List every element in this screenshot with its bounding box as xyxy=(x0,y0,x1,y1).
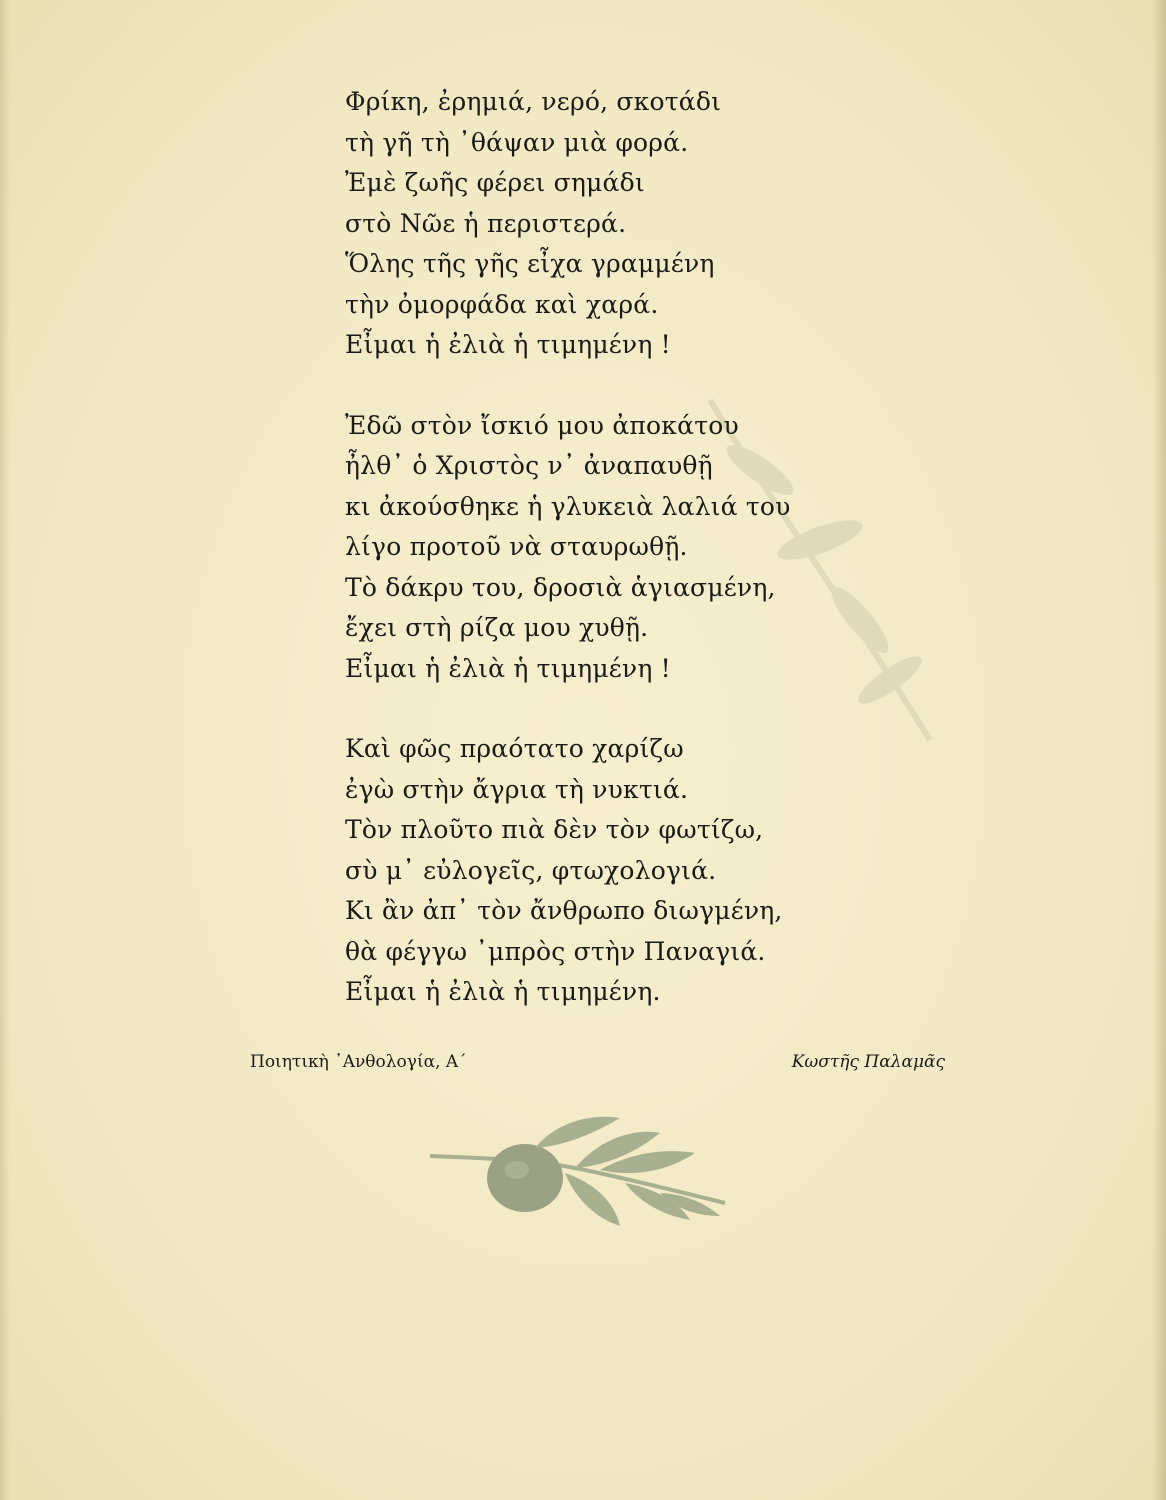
page-left-shadow xyxy=(0,0,10,1500)
poem-line: τὴ γῆ τὴ ᾿θάψαν μιὰ φορά. xyxy=(345,127,689,157)
poem-line: τὴν ὀμορφάδα καὶ χαρά. xyxy=(345,289,659,319)
poem-line: Φρίκη, ἐρημιά, νερό, σκοτάδι xyxy=(345,87,722,116)
footer xyxy=(250,1052,945,1082)
poem-line: ἐγὼ στὴν ἄγρια τὴ νυκτιά. xyxy=(345,774,689,804)
poem-line: θὰ φέγγω ᾿μπρὸς στὴν Παναγιά. xyxy=(345,936,766,966)
poem-line: λίγο προτοῦ νὰ σταυρωθῇ. xyxy=(345,532,688,561)
poem-refrain: Εἶμαι ἡ ἐλιὰ ἡ τιμημένη. xyxy=(345,977,661,1006)
source-citation: Ποιητικὴ ᾿Ανθολογία, Α΄ xyxy=(250,1052,467,1072)
poem-line: Τὸν πλοῦτο πιὰ δὲν τὸν φωτίζω, xyxy=(345,815,764,844)
poem-line: κι ἀκούσθηκε ἡ γλυκειὰ λαλιά του xyxy=(345,491,791,521)
olive-branch-icon xyxy=(425,1108,730,1233)
poem-line: ἦλθ᾿ ὁ Χριστὸς ν᾿ ἀναπαυθῇ xyxy=(345,451,713,480)
poem-refrain: Εἶμαι ἡ ἐλιὰ ἡ τιμημένη ! xyxy=(345,653,671,683)
page-right-shadow xyxy=(1152,0,1166,1500)
stanza-2 xyxy=(345,406,905,690)
poem-line: Τὸ δάκρυ του, δροσιὰ ἁγιασμένη, xyxy=(345,572,776,602)
poem-line: Καὶ φῶς πραότατο χαρίζω xyxy=(345,734,684,763)
poem-line: στὸ Νῶε ἡ περιστερά. xyxy=(345,208,627,238)
poem-line: Ὅλης τῆς γῆς εἶχα γραμμένη xyxy=(345,249,715,278)
poem-refrain: Εἶμαι ἡ ἐλιὰ ἡ τιμημένη ! xyxy=(345,330,671,359)
stanza-1 xyxy=(345,82,905,366)
poem-line: Ἐμὲ ζωῆς φέρει σημάδι xyxy=(345,168,645,197)
poem-line: σὺ μ᾿ εὐλογεῖς, φτωχολογιά. xyxy=(345,855,717,885)
stanza-3 xyxy=(345,729,905,1013)
poem-line: Ἐδῶ στὸν ἴσκιό μου ἀποκάτου xyxy=(345,410,739,440)
poem-line: Κι ἂν ἀπ᾿ τὸν ἄνθρωπο διωγμένη, xyxy=(345,896,783,925)
author-name: Κωστῆς Παλαμᾶς xyxy=(791,1052,945,1072)
poem-line: ἔχει στὴ ρίζα μου χυθῇ. xyxy=(345,613,649,642)
poem xyxy=(345,82,905,1053)
